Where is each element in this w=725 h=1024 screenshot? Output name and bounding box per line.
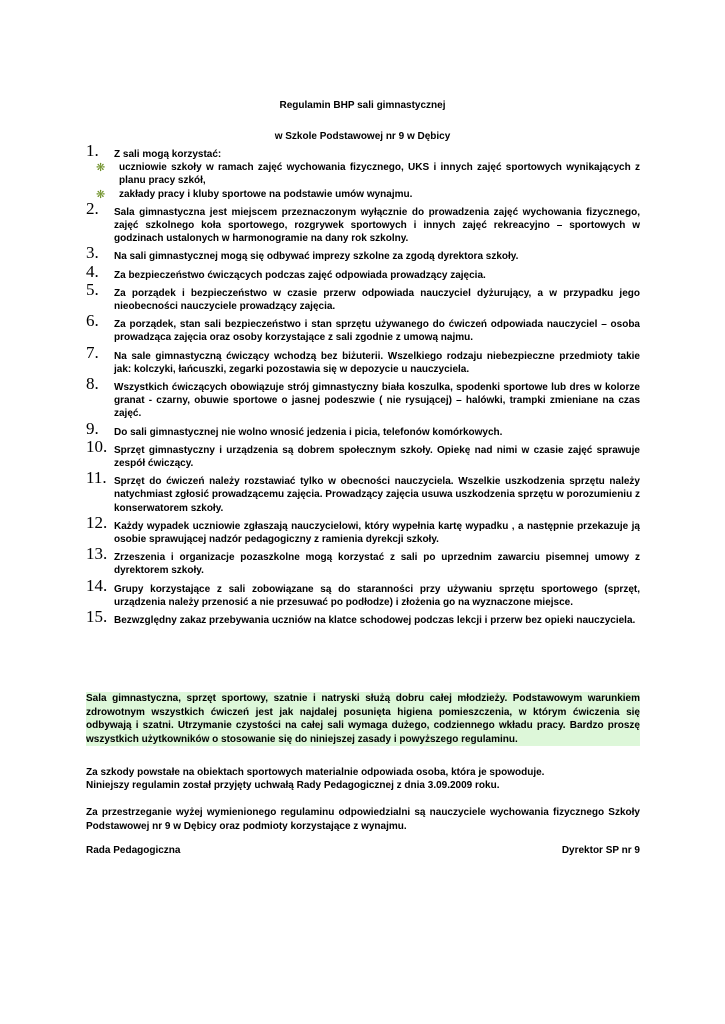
rule-text: Sala gimnastyczna jest miejscem przeznaczonym wyłącznie do prowadzenia zajęć wychowania fizycznego, zajęć szkolnego koła sportowego, rozgrywek sportowych i innych zajęć rekreacyjno – sportowych w godzinach ustalonych w harmonogramie na dany rok szkolny.	[114, 206, 640, 245]
rule-subitem	[96, 161, 640, 187]
rule-text: Grupy korzystające z sali zobowiązane są do staranności przy używaniu sprzętu sportowego (sprzęt, urządzenia należy przenosić a nie przesuwać po podłodze) i złożenia go na wyznaczone miejsce.	[114, 583, 640, 608]
rule-number: 14.	[86, 575, 108, 595]
rule-number: 15.	[86, 607, 108, 627]
rule-text: Za bezpieczeństwo ćwiczących podczas zajęć odpowiada prowadzący zajęcia.	[114, 269, 486, 281]
flower-bullet-icon: ❋	[96, 187, 106, 201]
rule-item	[86, 374, 640, 421]
rule-subitem-text: zakłady pracy i kluby sportowe na podstawie umów wynajmu.	[119, 188, 413, 200]
rule-number: 12.	[86, 512, 108, 532]
rule-text: Za porządek, stan sali bezpieczeństwo i stan sprzętu używanego do ćwiczeń odpowiada nauczyciel – osoba prowadząca zajęcia oraz osoby korzystające z sali zgodnie z umową najmu.	[114, 319, 640, 344]
rule-number: 9.	[86, 418, 99, 438]
damage-paragraph: Za szkody powstałe na obiektach sportowych materialnie odpowiada osoba, która je spowoduje.	[86, 767, 545, 778]
rule-text: Na sali gimnastycznej mogą się odbywać imprezy szkolne za zgodą dyrektora szkoły.	[114, 251, 519, 263]
highlighted-paragraph: Sala gimnastyczna, sprzęt sportowy, szatnie i natryski służą dobru całej młodzieży. Podstawowym warunkiem zdrowotnym wszystkich ćwiczeń jest jak najdalej posunięta higiena pomieszczenia, w którym ćwiczenia się odbywają i szatni. Utrzymanie czystości na całej sali wymaga dużego, codziennego wkładu pracy. Bardzo proszę wszystkich użytkowników o stosowanie się do niniejszej zasady i powyższego regulaminu.	[86, 693, 640, 745]
document-title: Regulamin BHP sali gimnastycznej	[279, 100, 446, 111]
rule-number: 1.	[86, 141, 99, 160]
rule-number: 3.	[86, 243, 99, 263]
rule-number: 8.	[86, 374, 99, 394]
rule-item	[86, 279, 640, 313]
rule-text: Za porządek i bezpieczeństwo w czasie przerw odpowiada nauczyciel dyżurujący, a w przypadku jego nieobecności nauczyciele prowadzący zajęcia.	[114, 287, 640, 313]
responsibility-paragraph: Za przestrzeganie wyżej wymienionego regulaminu odpowiedzialni są nauczyciele wychowania fizycznego Szkoły Podstawowej nr 9 w Dębicy oraz podmioty korzystające z wynajmu.	[86, 807, 640, 832]
footer-director: Dyrektor SP nr 9	[561, 845, 640, 856]
rule-item	[86, 575, 640, 609]
rules-list	[86, 141, 640, 630]
rule-item	[86, 198, 640, 246]
rule-item	[86, 141, 640, 201]
footer-council: Rada Pedagogiczna	[86, 845, 181, 856]
rule-text: Bezwzględny zakaz przebywania uczniów na klatce schodowej podczas lekcji i przerw bez opieki nauczyciela.	[114, 615, 636, 627]
rule-number: 13.	[86, 544, 108, 564]
rule-text: Każdy wypadek uczniowie zgłaszają nauczycielowi, który wypełnia kartę wypadku , a następnie przekazuje ją osobie sprawującej nadzór pedagogiczny z ramienia dyrekcji szkoły.	[114, 520, 640, 546]
rule-text: Do sali gimnastycznej nie wolno wnosić jedzenia i picia, telefonów komórkowych.	[114, 426, 503, 438]
rule-text: Z sali mogą korzystać:	[114, 149, 222, 160]
flower-bullet-icon: ❋	[96, 161, 106, 175]
adoption-paragraph: Niniejszy regulamin został przyjęty uchwałą Rady Pedagogicznej z dnia 3.09.2009 roku.	[86, 780, 500, 791]
rule-number: 6.	[86, 311, 99, 331]
rule-text: Na sale gimnastyczną ćwiczący wchodzą bez biżuterii. Wszelkiego rodzaju niebezpieczne przedmioty takie jak: kolczyki, łańcuszki, zegarki pozostawia się w depozycie u nauczyciela.	[114, 350, 640, 375]
rule-sublist	[96, 161, 640, 201]
rule-item	[86, 607, 640, 627]
rule-text: Sprzęt gimnastyczny i urządzenia są dobrem społecznym szkoły. Opiekę nad nimi w czasie zajęć sprawuje zespół ćwiczący.	[114, 444, 640, 470]
rule-text: Sprzęt do ćwiczeń należy rozstawiać tylko w obecności nauczyciela. Wszelkie uszkodzenia sprzętu należy natychmiast zgłosić prowadzącemu zajęcia. Prowadzący zajęcia usuwa uszkodzenia sprzętu w porozumieniu z konserwatorem szkoły.	[114, 476, 640, 514]
rule-subitem	[96, 187, 640, 201]
rule-item	[86, 243, 640, 263]
rule-text: Zrzeszenia i organizacje pozaszkolne mogą korzystać z sali po uprzednim zawarciu pisemnej umowy z dyrektorem szkoły.	[114, 552, 640, 577]
rule-item	[86, 342, 640, 376]
rule-number: 4.	[86, 261, 99, 281]
rule-item	[86, 544, 640, 577]
rule-item	[86, 261, 640, 282]
rule-subitem-text: uczniowie szkoły w ramach zajęć wychowania fizycznego, UKS i innych zajęć sportowych wynikających z planu pracy szkół,	[119, 162, 640, 187]
rule-number: 11.	[86, 468, 107, 488]
rule-number: 7.	[86, 342, 99, 362]
rule-item	[86, 418, 640, 439]
rule-number: 5.	[86, 279, 99, 299]
rule-item	[86, 512, 640, 546]
rule-item	[86, 468, 640, 515]
rule-item	[86, 436, 640, 470]
document-subtitle: w Szkole Podstawowej nr 9 w Dębicy	[274, 131, 451, 142]
rule-number: 2.	[86, 198, 99, 218]
rule-item	[86, 311, 640, 344]
rule-text: Wszystkich ćwiczących obowiązuje strój gimnastyczny biała koszulka, spodenki sportowe lub dres w kolorze granat - czarny, obuwie sportowe o jasnej podeszwie ( nie rysującej) – halówki, trampki zmieniane na czas zajęć.	[114, 382, 640, 420]
rule-number: 10.	[86, 436, 108, 456]
